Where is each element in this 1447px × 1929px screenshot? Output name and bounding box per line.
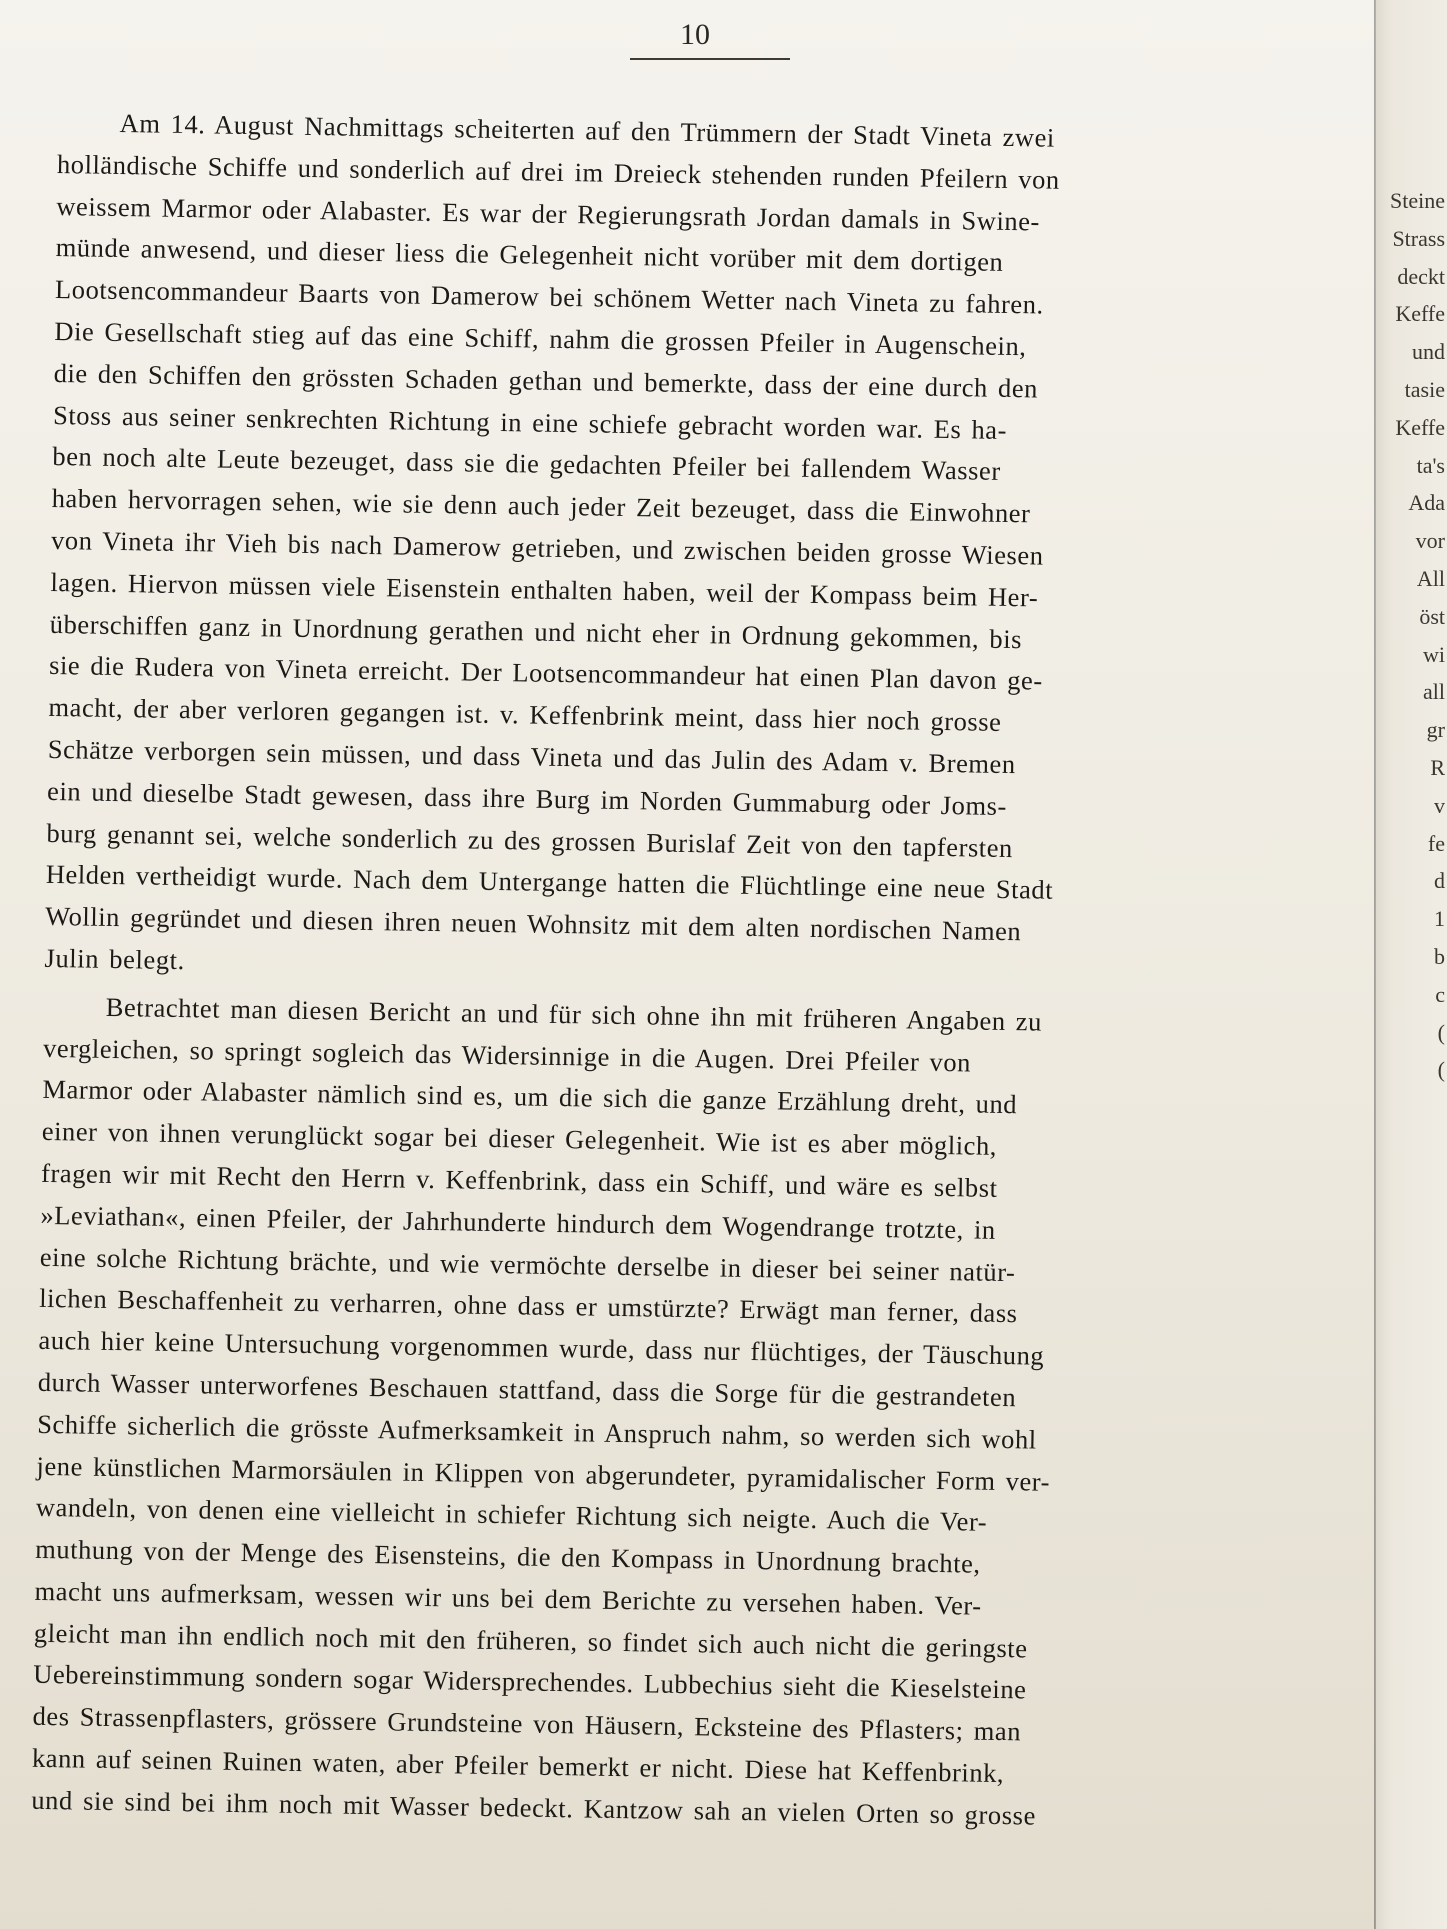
text-line: Die Gesellschaft stieg auf das eine Schiff, nahm die grossen Pfeiler in Augenschein, [54, 315, 1027, 362]
facing-line-fragment: öst [1419, 603, 1445, 629]
page-number: 10 [680, 18, 710, 51]
header-rule [630, 58, 790, 60]
facing-line-fragment: ta's [1416, 452, 1445, 478]
paragraph-2 [31, 986, 1344, 1842]
text-line: vergleichen, so springt sogleich das Widersinnige in die Augen. Drei Pfeiler von [42, 1032, 972, 1077]
text-line: Lootsencommandeur Baarts von Damerow bei schönem Wetter nach Vineta zu fahren. [54, 274, 1044, 320]
text-line: Wollin gegründet und diesen ihren neuen Wohnsitz mit dem alten nordischen Namen [44, 901, 1022, 947]
text-line: wandeln, von denen eine vielleicht in schiefer Richtung sich neigte. Auch die Ver- [35, 1492, 988, 1538]
text-line: Betrachtet man diesen Bericht an und für sich ohne ihn mit früheren Angaben zu [105, 991, 1043, 1037]
text-line: und sie sind bei ihm noch mit Wasser bedeckt. Kantzow sah an vielen Orten so grosse [31, 1784, 1037, 1831]
text-line: holländische Schiffe und sonderlich auf drei im Dreieck stehenden runden Pfeilern von [56, 148, 1060, 195]
facing-page-text [1376, 182, 1447, 1089]
facing-line-fragment: Ada [1408, 490, 1445, 516]
text-line: eine solche Richtung brächte, und wie vermöchte derselbe in dieser bei seiner natür- [39, 1241, 1016, 1287]
text-line: muthung von der Menge des Eisensteins, die den Kompass in Unordnung brachte, [35, 1533, 981, 1579]
facing-line-fragment: gr [1426, 717, 1445, 743]
text-line: macht, der aber verloren gegangen ist. v. Keffenbrink meint, dass hier noch grosse [48, 692, 1002, 738]
text-line: Stoss aus seiner senkrechten Richtung in eine schiefe gebracht worden war. Es ha- [52, 399, 1008, 445]
facing-line-fragment: ( [1437, 1057, 1445, 1083]
text-line: des Strassenpflasters, grössere Grundsteine von Häusern, Ecksteine des Pflasters; man [32, 1701, 1022, 1747]
text-line: ben noch alte Leute bezeuget, dass sie die gedachten Pfeiler bei fallendem Wasser [52, 441, 1001, 487]
facing-line-fragment: tasie [1404, 376, 1445, 402]
text-line: ein und dieselbe Stadt gewesen, dass ihre Burg im Norden Gummaburg oder Joms- [46, 775, 1008, 821]
text-line: »Leviathan«, einen Pfeiler, der Jahrhunderte hindurch dem Wogendrange trotzte, in [40, 1199, 996, 1245]
text-line: Am 14. August Nachmittags scheiterten auf den Trümmern der Stadt Vineta zwei [119, 107, 1056, 153]
body-text [31, 102, 1358, 1842]
facing-line-fragment: c [1435, 981, 1445, 1007]
facing-line-fragment: all [1423, 679, 1445, 705]
facing-line-fragment: All [1416, 565, 1445, 591]
facing-line-fragment: fe [1427, 830, 1445, 856]
facing-page-edge [1376, 0, 1447, 1929]
text-line: die den Schiffen den grössten Schaden gethan und bemerkte, dass der eine durch den [53, 357, 1039, 404]
facing-line-fragment: vor [1415, 528, 1445, 554]
text-line: Uebereinstimmung sondern sogar Widersprechendes. Lubbechius sieht die Kieselsteine [33, 1659, 1027, 1705]
facing-line-fragment: und [1412, 339, 1445, 365]
text-line: überschiffen ganz in Unordnung gerathen und nicht eher in Ordnung gekommen, bis [49, 608, 1023, 654]
text-line: Julin belegt. [44, 942, 186, 976]
text-line: gleicht man ihn endlich noch mit den früheren, so findet sich auch nicht die geringste [33, 1617, 1028, 1664]
facing-line-fragment: v [1434, 792, 1445, 818]
text-line: Schiffe sicherlich die grösste Aufmerksamkeit in Anspruch nahm, so werden sich wohl [37, 1408, 1037, 1455]
facing-line-fragment: Keffe [1395, 301, 1445, 327]
text-line: Schätze verborgen sein müssen, und dass Vineta und das Julin des Adam v. Bremen [47, 733, 1016, 780]
facing-line-fragment: wi [1423, 641, 1445, 667]
text-line: münde anwesend, und dieser liess die Gelegenheit nicht vorüber mit dem dortigen [55, 232, 1004, 278]
text-line: Helden vertheidigt wurde. Nach dem Untergange hatten die Flüchtlinge eine neue Stadt [45, 859, 1054, 906]
text-line: Marmor oder Alabaster nämlich sind es, um die sich die ganze Erzählung dreht, und [42, 1074, 1018, 1120]
paragraph-1 [44, 102, 1358, 1000]
facing-line-fragment: Strass [1392, 225, 1445, 251]
text-line: von Vineta ihr Vieh bis nach Damerow getrieben, und zwischen beiden grosse Wiesen [50, 524, 1044, 571]
facing-line-fragment: ( [1437, 1019, 1445, 1045]
text-line: sie die Rudera von Vineta erreicht. Der Lootsencommandeur hat einen Plan davon ge- [48, 650, 1043, 696]
text-line: haben hervorragen sehen, wie sie denn auch jeder Zeit bezeuget, dass die Einwohner [51, 483, 1031, 529]
text-line: einer von ihnen verunglückt sogar bei dieser Gelegenheit. Wie ist es aber möglich, [41, 1115, 998, 1162]
text-line: kann auf seinen Ruinen waten, aber Pfeiler bemerkt er nicht. Diese hat Keffenbrink, [31, 1742, 1005, 1789]
facing-line-fragment: Steine [1390, 188, 1445, 213]
text-line: macht uns aufmerksam, wessen wir uns bei dem Berichte zu versehen haben. Ver- [34, 1575, 982, 1621]
text-line: lagen. Hiervon müssen viele Eisenstein enthalten haben, weil der Kompass beim Her- [50, 566, 1039, 613]
facing-line-fragment: 1 [1434, 906, 1445, 932]
text-line: fragen wir mit Recht den Herrn v. Keffenbrink, dass ein Schiff, und wäre es selbst [40, 1157, 998, 1203]
facing-line-fragment: R [1430, 754, 1445, 780]
facing-line-fragment: b [1434, 943, 1445, 969]
text-line: auch hier keine Untersuchung vorgenommen wurde, dass nur flüchtiges, der Täuschung [38, 1324, 1045, 1371]
text-line: lichen Beschaffenheit zu verharren, ohne dass er umstürzte? Erwägt man ferner, dass [38, 1283, 1018, 1329]
facing-line-fragment: d [1434, 868, 1445, 894]
text-line: durch Wasser unterworfenes Beschauen stattfand, dass die Sorge für die gestrandeten [37, 1366, 1017, 1413]
text-line: weissem Marmor oder Alabaster. Es war der Regierungsrath Jordan damals in Swine- [56, 190, 1041, 237]
text-line: jene künstlichen Marmorsäulen in Klippen von abgerundeter, pyramidalischer Form ver- [36, 1450, 1051, 1497]
facing-line-fragment: deckt [1397, 263, 1445, 289]
facing-line-fragment: Keffe [1395, 414, 1445, 440]
text-line: burg genannt sei, welche sonderlich zu des grossen Burislaf Zeit von den tapfersten [46, 817, 1014, 863]
